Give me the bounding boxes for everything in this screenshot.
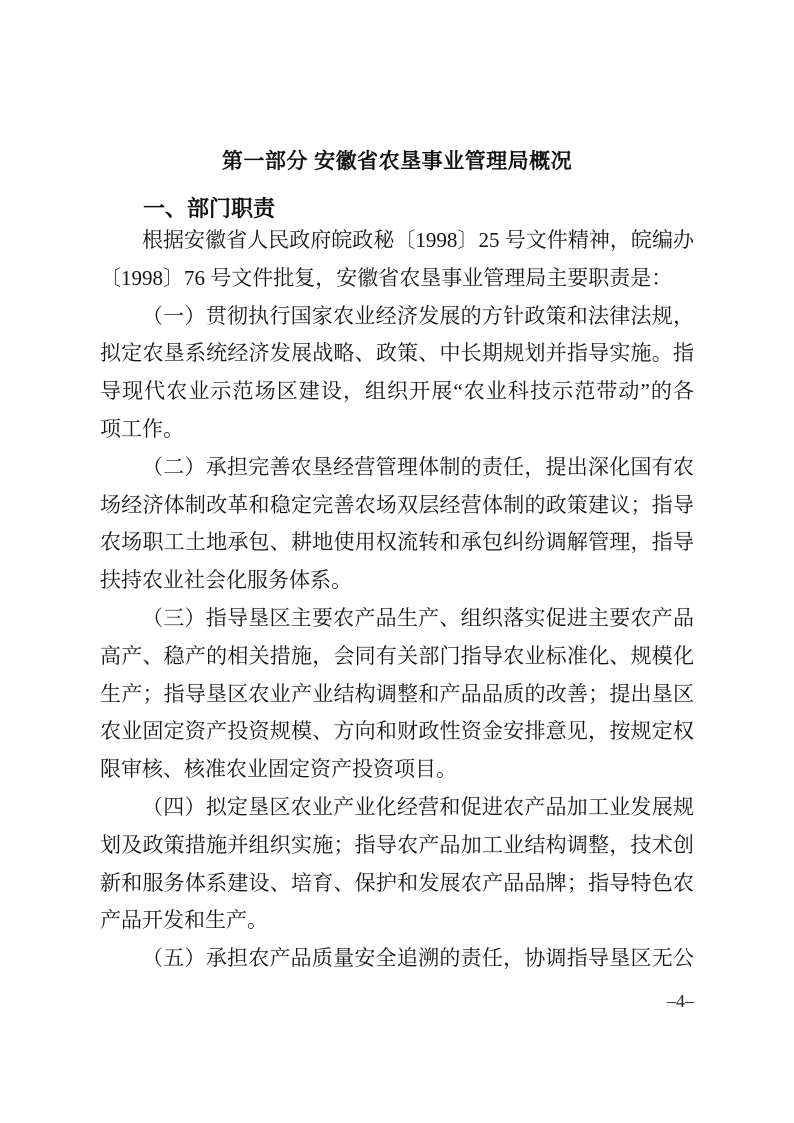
text-line: 高产、稳产的相关措施，会同有关部门指导农业标准化、规模化 (100, 643, 694, 668)
text-line: 划及政策措施并组织实施；指导农产品加工业结构调整，技术创 (100, 832, 694, 857)
paragraph-duty-5 (100, 940, 694, 978)
paragraph-duty-2 (100, 449, 694, 600)
text-line: 产品开发和生产。 (100, 908, 268, 933)
text-line: 项工作。 (100, 416, 184, 441)
text-line: 〔1998〕76 号文件批复，安徽省农垦事业管理局主要职责是： (100, 265, 673, 290)
paragraph-intro (100, 222, 694, 298)
section-heading: 一、部门职责 (143, 196, 276, 221)
text-line: （三）指导垦区主要农产品生产、组织落实促进主要农产品 (142, 605, 694, 630)
page-number: –4– (667, 991, 694, 1011)
text-line: 农场职工土地承包、耕地使用权流转和承包纠纷调解管理，指导 (100, 530, 694, 555)
text-line: 场经济体制改革和稳定完善农场双层经营体制的政策建议；指导 (100, 492, 694, 517)
text-line: （二）承担完善农垦经营管理体制的责任，提出深化国有农 (142, 454, 694, 479)
text-line: 根据安徽省人民政府皖政秘〔1998〕25 号文件精神，皖编办 (142, 228, 694, 252)
text-line: （五）承担农产品质量安全追溯的责任，协调指导垦区无公 (142, 946, 694, 971)
document-body (100, 222, 694, 978)
paragraph-duty-1 (100, 298, 694, 449)
text-line: 扶持农业社会化服务体系。 (100, 568, 352, 593)
text-line: （一）贯彻执行国家农业经济发展的方针政策和法律法规， (142, 303, 694, 328)
text-line: （四）拟定垦区农业产业化经营和促进农产品加工业发展规 (142, 794, 694, 819)
text-line: 农业固定资产投资规模、方向和财政性资金安排意见，按规定权 (100, 719, 694, 744)
text-line: 生产；指导垦区农业产业结构调整和产品品质的改善；提出垦区 (100, 681, 694, 706)
document-title: 第一部分 安徽省农垦事业管理局概况 (221, 150, 573, 173)
paragraph-duty-4 (100, 789, 694, 940)
text-line: 新和服务体系建设、培育、保护和发展农产品品牌；指导特色农 (100, 870, 694, 895)
text-line: 限审核、核准农业固定资产投资项目。 (100, 757, 457, 782)
text-line: 拟定农垦系统经济发展战略、政策、中长期规划并指导实施。指 (100, 341, 694, 366)
text-line: 导现代农业示范场区建设，组织开展“农业科技示范带动”的各 (100, 379, 694, 404)
paragraph-duty-3 (100, 600, 694, 789)
